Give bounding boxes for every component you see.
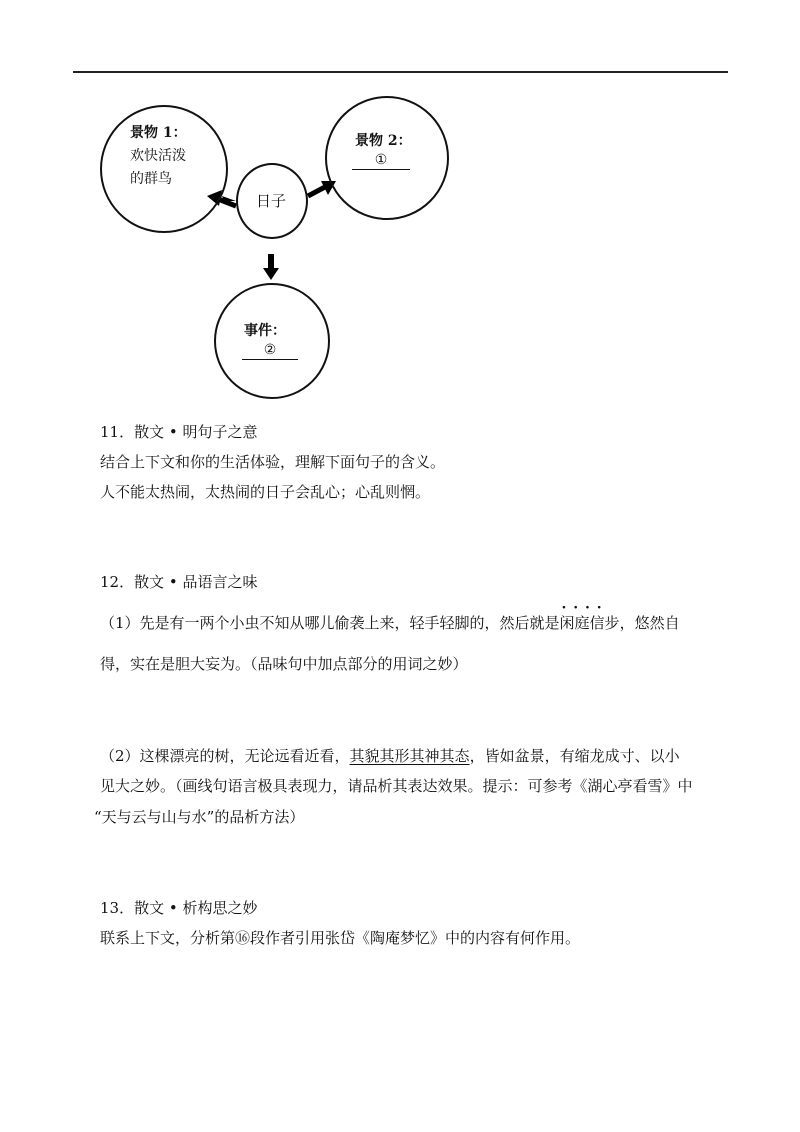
- event-title: 事件：: [244, 323, 286, 339]
- q12-p2-line1: [100, 745, 722, 766]
- q12-p2-line3: “天与云与山与水”的品析方法）: [94, 808, 305, 826]
- center-label: 日子: [256, 192, 287, 210]
- q11-heading: 11．散文 • 明句子之意: [100, 423, 258, 441]
- q12-p1-line1: [100, 612, 722, 633]
- scene2-title: 景物 2：: [355, 133, 412, 149]
- q12-p2-line2: 见大之妙。（画线句语言极具表现力，请品析其表达效果。提示：可参考《湖心亭看雪》中: [100, 777, 693, 795]
- q11-quote: 人不能太热闹，太热闹的日子会乱心；心乱则惘。: [100, 483, 431, 501]
- scene1-line2: 的群鸟: [130, 171, 172, 187]
- q12-p2-text-b: ，皆如盆景，有缩龙成寸、以小: [469, 747, 680, 765]
- scene1-title: 景物 1：: [130, 125, 187, 141]
- q12-heading: 12．散文 • 品语言之味: [100, 573, 258, 591]
- scene2-blank: ①: [352, 151, 410, 170]
- q12-p1-text-a: （1）先是有一两个小虫不知从哪儿偷袭上来，轻手轻脚的，然后就是: [100, 614, 560, 632]
- arrow-down-icon: [263, 254, 279, 280]
- q13-heading: 13．散文 • 析构思之妙: [100, 899, 258, 917]
- event-blank: ②: [242, 341, 298, 360]
- q12-p1-dotted-phrase: · · · · 闲庭信步: [560, 614, 620, 632]
- q12-p1-text-b: ，悠然自: [619, 614, 680, 632]
- q12-p2-underlined-phrase: 其貌其形其神其态: [349, 747, 470, 765]
- q12-p1-line2: 得，实在是胆大妄为。（品味句中加点部分的用词之妙）: [100, 655, 468, 673]
- q11-instruction: 结合上下文和你的生活体验，理解下面句子的含义。: [100, 453, 446, 471]
- mind-map-diagram: [0, 0, 800, 410]
- q12-p2-text-a: （2）这棵漂亮的树，无论远看近看，: [100, 747, 350, 765]
- scene1-line1: 欢快活泼: [130, 148, 186, 164]
- q13-instruction: 联系上下文，分析第⑯段作者引用张岱《陶庵梦忆》中的内容有何作用。: [100, 929, 581, 947]
